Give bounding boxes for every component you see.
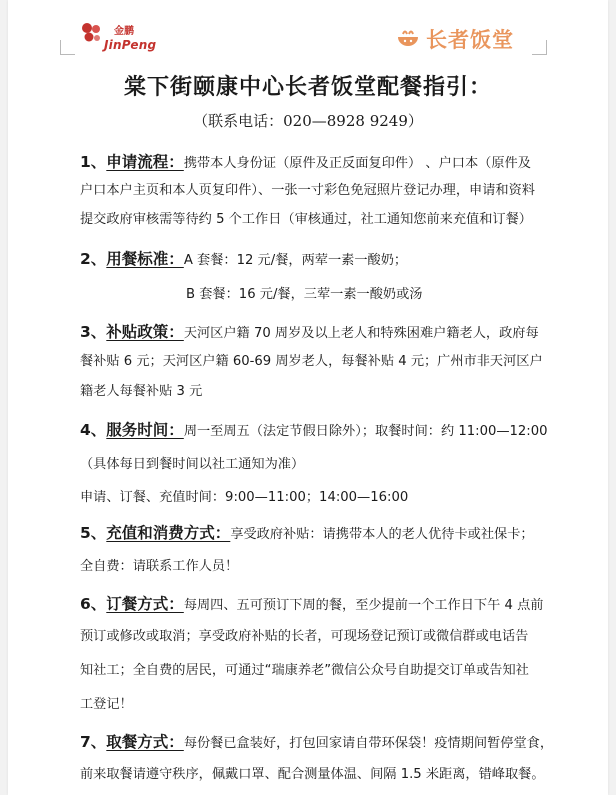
section-6-line-2: 预订或修改或取消；享受政府补贴的长者，可现场登记预订或微信群或电话告 [80, 629, 529, 644]
page-title: 棠下街颐康中心长者饭堂配餐指引： [123, 74, 492, 100]
section-7-number: 7、 [80, 733, 107, 751]
section-1-heading: 申请流程： [106, 153, 184, 171]
section-7-line-1 [80, 732, 553, 754]
jinpeng-logo-icon [78, 20, 104, 46]
section-4-line-2: （具体每日到餐时间以社工通知为准） [80, 457, 305, 472]
crop-mark-top-right [532, 40, 547, 55]
logo-left-chinese: 金鹏 [114, 26, 134, 37]
section-3-line-1 [80, 322, 539, 344]
section-5-line-1 [80, 523, 534, 545]
section-6-number: 6、 [80, 595, 107, 613]
logo-left-english: JinPeng [104, 38, 157, 52]
section-2-heading: 用餐标准： [106, 250, 184, 268]
section-2-text-1: A 套餐：12 元/餐，两荤一素一酸奶； [183, 253, 408, 268]
section-7-text-1: 每份餐已盒装好，打包回家请自带环保袋！疫情期间暂停堂食， [183, 736, 554, 751]
section-7-heading: 取餐方式： [106, 733, 184, 751]
section-4-text-1: 周一至周五（法定节假日除外）；取餐时间：约 11:00—12:00 [183, 424, 548, 439]
section-5-line-2: 全自费：请联系工作人员！ [80, 559, 239, 574]
section-2-line-2: B 套餐：16 元/餐，三荤一素一酸奶或汤 [186, 287, 423, 302]
logo-right-text: 长者饭堂 [426, 28, 514, 52]
section-1-line-1 [80, 152, 531, 174]
section-2-number: 2、 [80, 250, 107, 268]
section-6-line-1 [80, 594, 543, 616]
section-3-number: 3、 [80, 323, 107, 341]
contact-phone: （联系电话：020—8928 9249） [193, 112, 423, 130]
section-1-number: 1、 [80, 153, 107, 171]
section-2-line-1 [80, 249, 407, 271]
section-1-text-1: 携带本人身份证（原件及正反面复印件） 、户口本（原件及 [183, 156, 531, 171]
section-3-heading: 补贴政策： [106, 323, 184, 341]
section-5-heading: 充值和消费方式： [106, 524, 231, 542]
section-6-heading: 订餐方式： [106, 595, 184, 613]
crop-mark-top-left [60, 40, 75, 55]
section-1-line-3: 提交政府审核需等待约 5 个工作日（审核通过，社工通知您前来充值和订餐） [80, 212, 532, 227]
section-6-text-1: 每周四、五可预订下周的餐，至少提前一个工作日下午 4 点前 [183, 598, 544, 613]
section-4-number: 4、 [80, 421, 107, 439]
section-3-text-1: 天河区户籍 70 周岁及以上老人和特殊困难户籍老人，政府每 [183, 326, 539, 341]
section-6-line-3: 知社工；全自费的居民，可通过“瑞康养老”微信公众号自助提交订单或告知社 [80, 663, 529, 678]
section-4-line-3: 申请、订餐、充值时间：9:00—11:00；14:00—16:00 [80, 490, 409, 505]
section-4-line-1 [80, 420, 548, 442]
section-5-number: 5、 [80, 524, 107, 542]
section-4-heading: 服务时间： [106, 421, 184, 439]
section-7-line-2: 前来取餐请遵守秩序，佩戴口罩、配合测量体温、间隔 1.5 米距离，错峰取餐。 [80, 767, 545, 782]
section-3-line-2: 餐补贴 6 元；天河区户籍 60-69 周岁老人，每餐补贴 4 元；广州市非天河区户 [80, 354, 543, 369]
section-6-line-4: 工登记！ [80, 697, 133, 712]
section-1-line-2: 户口本户主页和本人页复印件）、一张一寸彩色免冠照片登记办理，申请和资料 [80, 183, 535, 198]
section-3-line-3: 籍老人每餐补贴 3 元 [80, 384, 203, 399]
section-5-text-1: 享受政府补贴：请携带本人的老人优待卡或社保卡； [230, 527, 534, 542]
bowl-icon [396, 26, 420, 50]
